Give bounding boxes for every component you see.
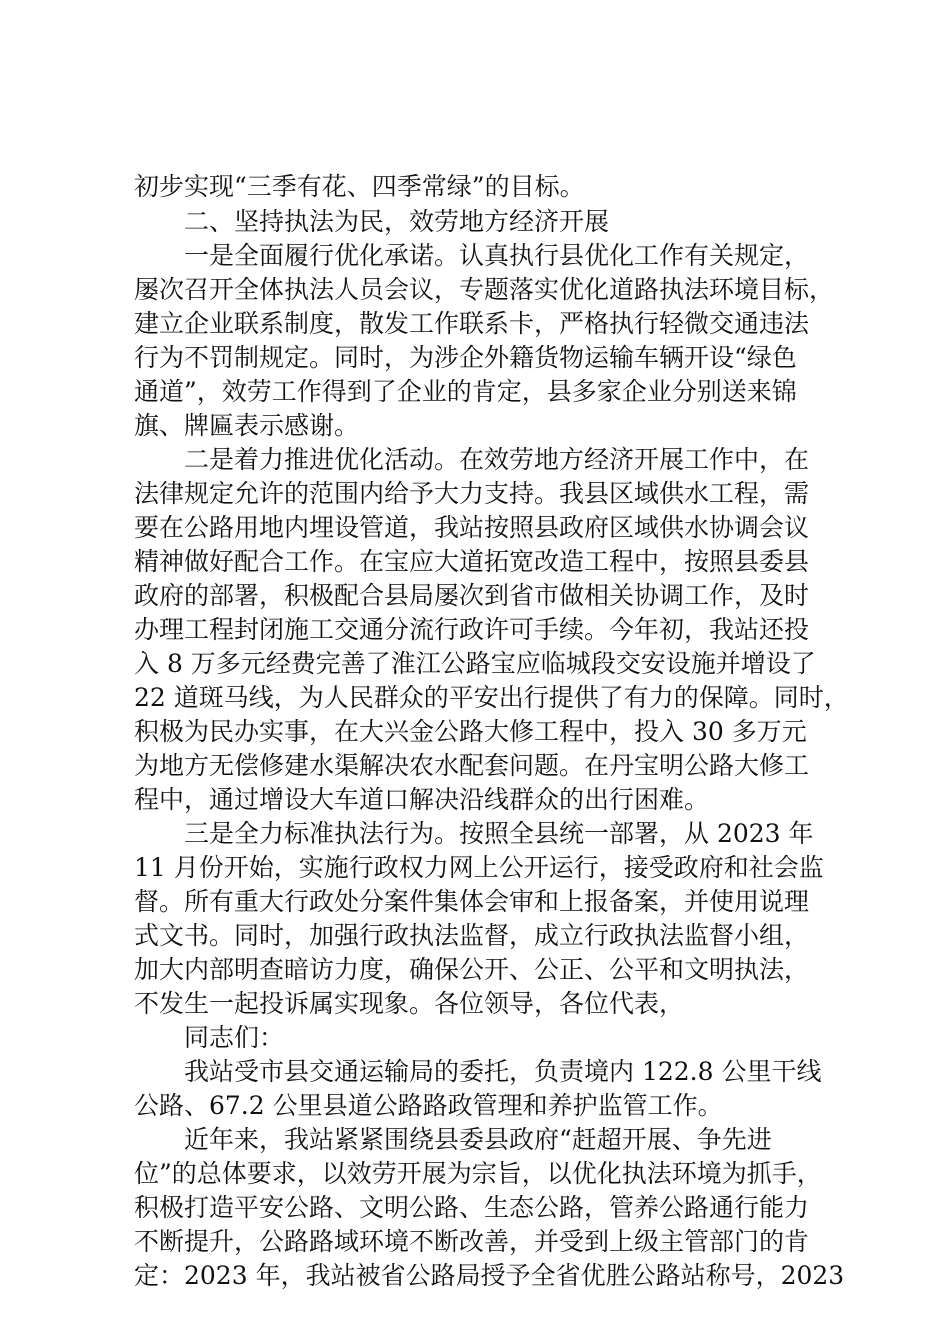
text-line: 程中，通过增设大车道口解决沿线群众的出行困难。: [134, 785, 710, 814]
text-line: 为地方无偿修建水渠解决农水配套问题。在丹宝明公路大修工: [134, 751, 810, 780]
text-line: 积极打造平安公路、文明公路、生态公路，管养公路通行能力: [134, 1193, 810, 1222]
text-line: 我站受市县交通运输局的委托，负责境内 122.8 公里干线: [184, 1057, 822, 1086]
salutation-line: 同志们：: [184, 1023, 285, 1052]
text-line: 不断提升，公路路域环境不断改善，并受到上级主管部门的肯: [134, 1227, 810, 1256]
text-line: 通道”，效劳工作得到了企业的肯定，县多家企业分别送来锦: [134, 377, 797, 406]
text-line: 不发生一起投诉属实现象。各位领导，各位代表，: [134, 989, 685, 1018]
text-line: 公路、67.2 公里县道公路路政管理和养护监管工作。: [134, 1091, 723, 1120]
text-line: 加大内部明查暗访力度，确保公开、公正、公平和文明执法，: [134, 955, 810, 984]
text-line: 督。所有重大行政处分案件集体会审和上报备案，并使用说理: [134, 887, 810, 916]
text-line: 式文书。同时，加强行政执法监督，成立行政执法监督小组，: [134, 921, 810, 950]
text-line: 屡次召开全体执法人员会议，专题落实优化道路执法环境目标，: [134, 275, 835, 304]
text-line: 政府的部署，积极配合县局屡次到省市做相关协调工作，及时: [134, 581, 810, 610]
text-line: 要在公路用地内埋设管道，我站按照县政府区域供水协调会议: [134, 513, 810, 542]
text-line: 22 道斑马线，为人民群众的平安出行提供了有力的保障。同时，: [134, 683, 849, 712]
text-line: 精神做好配合工作。在宝应大道拓宽改造工程中，按照县委县: [134, 547, 810, 576]
section-heading: 二、坚持执法为民，效劳地方经济开展: [184, 207, 610, 236]
text-line: 一是全面履行优化承诺。认真执行县优化工作有关规定，: [184, 241, 810, 270]
text-line: 二是着力推进优化活动。在效劳地方经济开展工作中，在: [184, 445, 810, 474]
text-line: 旗、牌匾表示感谢。: [134, 411, 360, 440]
text-line: 办理工程封闭施工交通分流行政许可手续。今年初，我站还投: [134, 615, 810, 644]
text-line: 行为不罚制规定。同时，为涉企外籍货物运输车辆开设“绿色: [134, 343, 797, 372]
text-line: 位”的总体要求，以效劳开展为宗旨，以优化执法环境为抓手，: [134, 1159, 822, 1188]
text-line: 积极为民办实事，在大兴金公路大修工程中，投入 30 多万元: [134, 717, 807, 746]
text-line: 入 8 万多元经费完善了淮江公路宝应临城段交安设施并增设了: [134, 649, 816, 678]
text-line: 11 月份开始，实施行政权力网上公开运行，接受政府和社会监: [134, 853, 824, 882]
text-line: 定：2023 年，我站被省公路局授予全省优胜公路站称号，2023: [134, 1261, 845, 1290]
text-line: 三是全力标准执法行为。按照全县统一部署，从 2023 年: [184, 819, 814, 848]
text-line: 建立企业联系制度，散发工作联系卡，严格执行轻微交通违法: [134, 309, 810, 338]
text-line: 法律规定允许的范围内给予大力支持。我县区域供水工程，需: [134, 479, 810, 508]
text-line: 近年来，我站紧紧围绕县委县政府“赶超开展、争先进: [184, 1125, 772, 1154]
text-line: 初步实现“三季有花、四季常绿”的目标。: [134, 172, 585, 201]
